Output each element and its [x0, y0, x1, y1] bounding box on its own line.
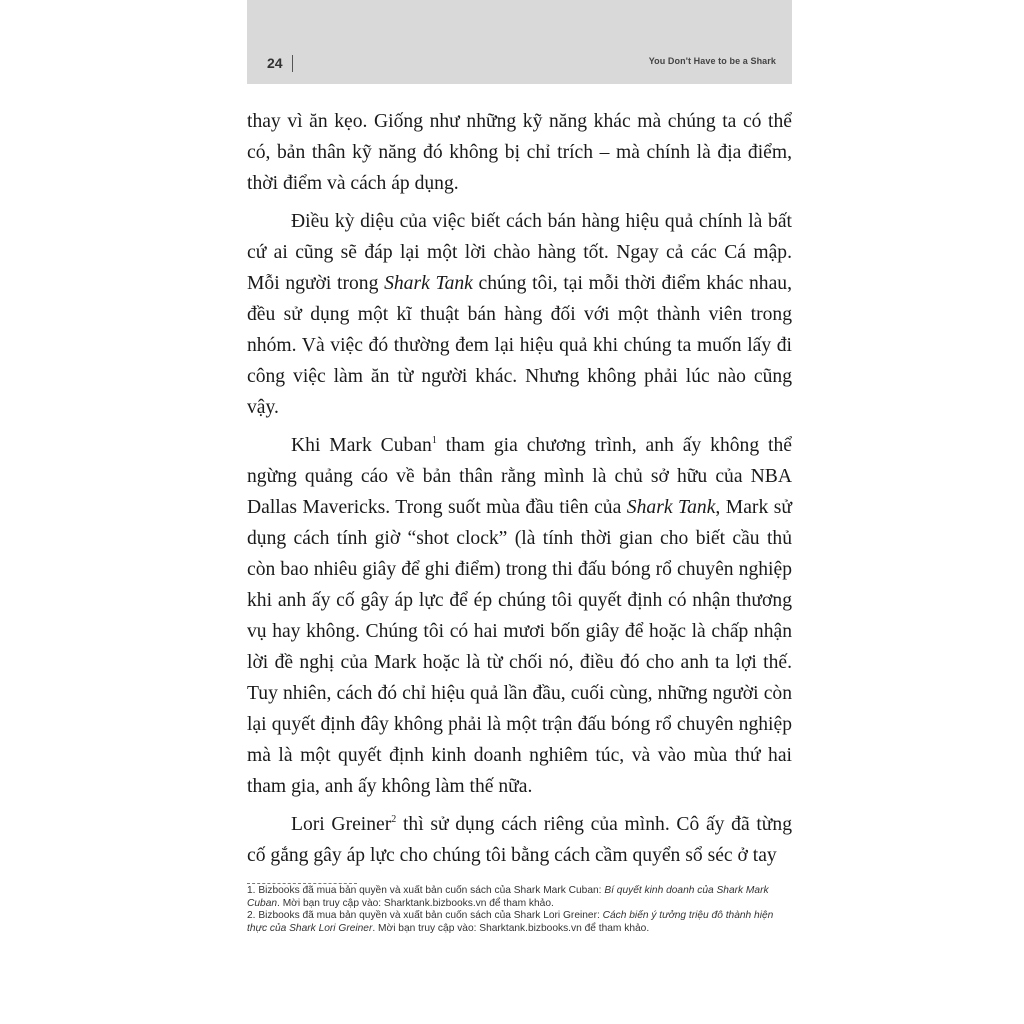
footnote-2 [247, 910, 792, 935]
footnote-2-book-title: Cách biến ý tưởng triệu đô thành hiện thực của Shark Lori Greiner [247, 910, 774, 934]
paragraph-3-text-c: , Mark sử dụng cách tính giờ “shot clock” (là tính thời gian cho biết cầu thủ còn bao nhiêu giây để ghi điểm) trong thi đấu bóng rổ chuyên nghiệp khi anh ấy cố gây áp lực để ép chúng tôi quyết định có nhận thương vụ hay không. Chúng tôi có hai mươi bốn giây để hoặc là chấp nhận lời đề nghị của Mark hoặc là từ chối nó, điều đó cho anh ta lợi thế. Tuy nhiên, cách đó chỉ hiệu quả lần đầu, cuối cùng, những người còn lại quyết định đây không phải là một trận đấu bóng rổ chuyên nghiệp mà là một quyết định kinh doanh nghiêm túc, và vào mùa thứ hai tham gia, anh ấy không làm thế nữa. [247, 497, 792, 797]
footnote-rule [247, 883, 357, 884]
footnote-ref-2: 2 [391, 814, 397, 825]
paragraph-1-text: thay vì ăn kẹo. Giống như những kỹ năng khác mà chúng ta có thể có, bản thân kỹ năng đó không bị chỉ trích – mà chính là địa điểm, thời điểm và cách áp dụng. [247, 111, 792, 194]
paragraph-3 [247, 430, 792, 802]
paragraph-2 [247, 206, 792, 423]
footnote-2-text-b: . Mời bạn truy cập vào: Sharktank.bizbooks.vn để tham khảo. [372, 922, 650, 934]
footnotes [247, 885, 792, 935]
paragraph-4-text-b: thì sử dụng cách riêng của mình. Cô ấy đã từng cố gắng gây áp lực cho chúng tôi bằng cách cầm quyển sổ séc ở tay [247, 814, 792, 866]
paragraph-2-text-a: Điều kỳ diệu của việc biết cách bán hàng hiệu quả chính là bất cứ ai cũng sẽ đáp lại một lời chào hàng tốt. Ngay cả các Cá mập. Mỗi người trong [247, 211, 792, 294]
paragraph-1 [247, 106, 792, 199]
running-title: You Don't Have to be a Shark [648, 56, 776, 66]
paragraph-3-text-b: tham gia chương trình, anh ấy không thể ngừng quảng cáo về bản thân rằng mình là chủ sở hữu của NBA Dallas Mavericks. Trong suốt mùa đầu tiên của [247, 435, 792, 518]
paragraph-3-show-title: Shark Tank [626, 497, 716, 518]
footnote-1-text-a: 1. Bizbooks đã mua bản quyền và xuất bản cuốn sách của Shark Mark Cuban: [247, 885, 605, 896]
body-text [247, 106, 792, 871]
page-header [247, 0, 792, 84]
footnote-1-text-b: . Mời bạn truy cập vào: Sharktank.bizbooks.vn để tham khảo. [277, 897, 554, 909]
paragraph-3-text-a: Khi Mark Cuban [291, 435, 432, 456]
footnote-ref-1: 1 [431, 435, 437, 446]
footnote-1-book-title: Bí quyết kinh doanh của Shark Mark Cuban [247, 885, 769, 909]
paragraph-4 [247, 809, 792, 871]
footnote-2-text-a: 2. Bizbooks đã mua bản quyền và xuất bản cuốn sách của Shark Lori Greiner: [247, 910, 603, 922]
page-number: 24 [267, 55, 283, 71]
header-divider [292, 55, 293, 72]
paragraph-2-text-b: chúng tôi, tại mỗi thời điểm khác nhau, đều sử dụng một kĩ thuật bán hàng đối với một thành viên trong nhóm. Và việc đó thường đem lại hiệu quả khi chúng ta muốn lấy đi công việc làm ăn từ người khác. Nhưng không phải lúc nào cũng vậy. [247, 273, 792, 418]
footnote-1 [247, 885, 792, 910]
book-page [247, 0, 792, 1024]
paragraph-4-text-a: Lori Greiner [291, 814, 392, 835]
paragraph-2-show-title: Shark Tank [384, 273, 473, 294]
